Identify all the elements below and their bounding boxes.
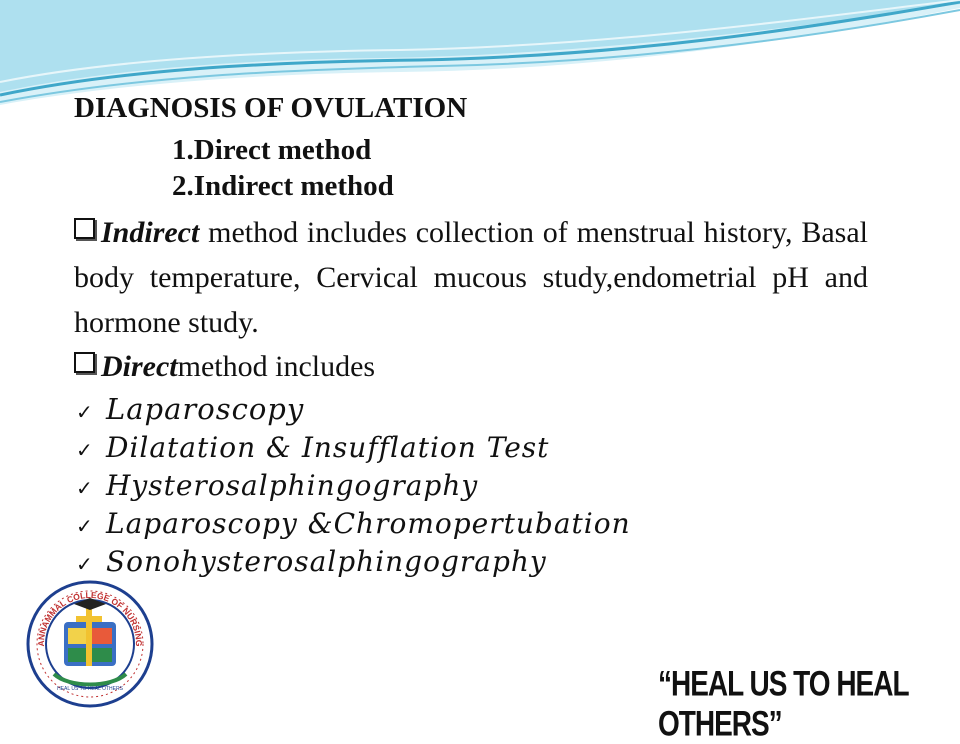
checkmark-icon: ✓ (76, 400, 94, 424)
svg-text:HEAL US TO HEAL OTHERS: HEAL US TO HEAL OTHERS (57, 686, 123, 692)
checkmark-icon: ✓ (76, 438, 94, 462)
college-motto: “HEAL US TO HEAL OTHERS” (658, 664, 909, 743)
svg-text:ANNAMMAL COLLEGE OF NURSING: ANNAMMAL COLLEGE OF NURSING (35, 589, 145, 647)
list-item: ✓ Laparoscopy &Chromopertubation (76, 506, 868, 544)
indirect-method-paragraph (74, 210, 868, 345)
checkmark-icon: ✓ (76, 514, 94, 538)
checkmark-icon: ✓ (76, 476, 94, 500)
indirect-text: method includes collection of menstrual history, Basal body temperature, Cervical mucous study,endometrial pH and hormone study. (74, 216, 868, 339)
list-item: ✓ Hysterosalphingography (76, 468, 868, 506)
method-item-2: 2.Indirect method (172, 170, 394, 202)
list-item: ✓ Laparoscopy (76, 391, 868, 430)
direct-text: method includes (177, 350, 376, 383)
checkmark-icon: ✓ (76, 552, 94, 576)
square-bullet-icon (74, 352, 95, 373)
list-item: ✓ Sonohysterosalphingography (76, 544, 868, 582)
method-item-1: 1.Direct method (172, 134, 372, 166)
list-item: ✓ Dilatation & Insufflation Test (76, 430, 868, 468)
slide-content (74, 90, 868, 582)
college-logo (24, 578, 156, 710)
direct-lead: Direct (101, 350, 178, 383)
square-bullet-icon (74, 218, 95, 239)
direct-method-heading (74, 347, 868, 387)
indirect-lead: Indirect (101, 216, 200, 249)
direct-method-list (76, 391, 868, 582)
slide-title: DIAGNOSIS OF OVULATION (74, 92, 468, 124)
